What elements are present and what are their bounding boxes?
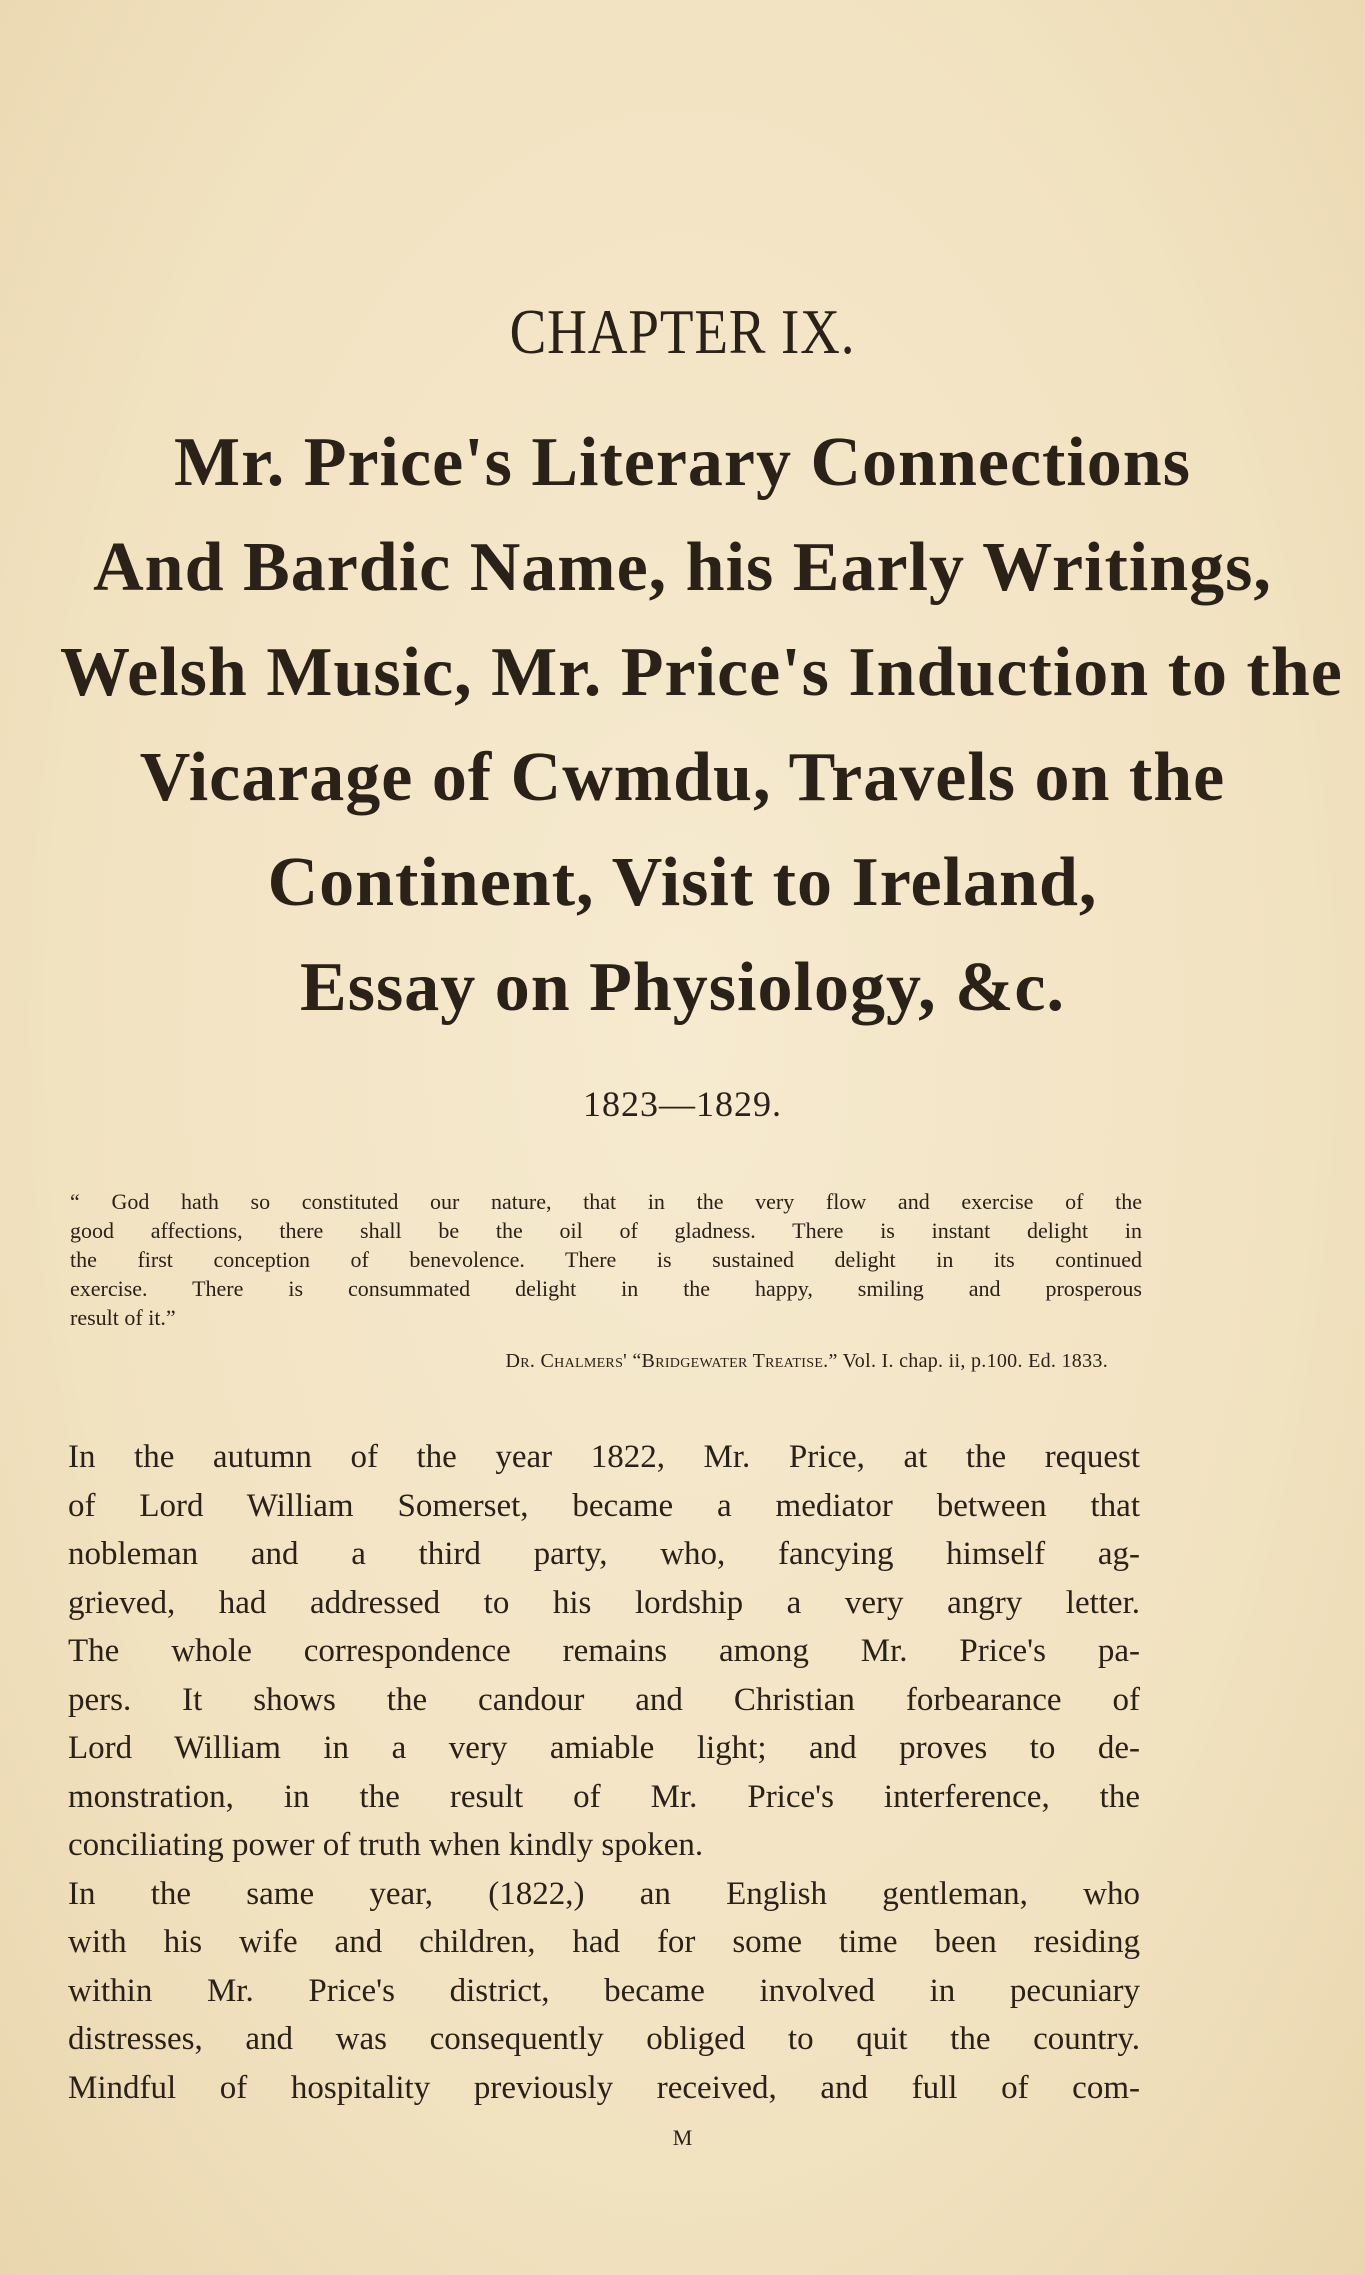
epigraph-line: good affections, there shall be the oil of gladness. There is instant delight in [70, 1218, 1142, 1243]
epigraph-line: the first conception of benevolence. There is sustained delight in its continued [70, 1247, 1142, 1272]
citation-author: Dr. Chalmers' [505, 1350, 628, 1372]
title-line: Continent, Visit to Ireland, [267, 844, 1098, 921]
body-line: In the autumn of the year 1822, Mr. Price, at the request [68, 1439, 1140, 1475]
body-line: pers. It shows the candour and Christian forbearance of [68, 1681, 1140, 1718]
citation-work: “Bridgewater Treatise.” [632, 1350, 838, 1372]
body-line: In the same year, (1822,) an English gentleman, who [68, 1875, 1140, 1912]
body-text [68, 1433, 1140, 2112]
body-line: monstration, in the result of Mr. Price's interference, the [68, 1778, 1140, 1815]
title-line: Vicarage of Cwmdu, Travels on the [139, 739, 1226, 816]
signature-mark: M [672, 2125, 693, 2150]
body-line: within Mr. Price's district, became involved in pecuniary [68, 1972, 1140, 2009]
title-line: And Bardic Name, his Early Writings, [93, 529, 1272, 606]
title-line: Mr. Price's Literary Connections [174, 424, 1191, 501]
body-line: conciliating power of truth when kindly spoken. [68, 1827, 704, 1863]
title-line: Essay on Physiology, &c. [300, 949, 1065, 1026]
epigraph [70, 1187, 1142, 1332]
epigraph-line: “ God hath so constituted our nature, that in the very flow and exercise of the [70, 1189, 1142, 1214]
title-line: Welsh Music, Mr. Price's Induction to the [60, 634, 1343, 711]
body-line: with his wife and children, had for some time been residing [68, 1924, 1140, 1960]
epigraph-citation [148, 1350, 1108, 1373]
epigraph-line: exercise. There is consummated delight in the happy, smiling and prosperous [70, 1276, 1142, 1301]
citation-reference: Vol. I. chap. ii, p.100. Ed. 1833. [842, 1350, 1108, 1372]
body-line: grieved, had addressed to his lordship a very angry letter. [68, 1584, 1140, 1621]
body-line: The whole correspondence remains among Mr. Price's pa- [68, 1633, 1140, 1669]
chapter-number: CHAPTER IX. [509, 296, 856, 367]
body-line: distresses, and was consequently obliged to quit the country. [68, 2021, 1140, 2057]
body-line: nobleman and a third party, who, fancying himself ag- [68, 1536, 1140, 1572]
chapter-heading [96, 295, 1270, 369]
epigraph-line: result of it.” [70, 1305, 176, 1330]
body-line: Lord William in a very amiable light; and proves to de- [68, 1730, 1140, 1766]
chapter-title [60, 410, 1343, 1040]
body-line: of Lord William Somerset, became a mediator between that [68, 1487, 1140, 1524]
chapter-years: 1823—1829. [583, 1084, 782, 1124]
body-line: Mindful of hospitality previously received, and full of com- [68, 2069, 1140, 2106]
